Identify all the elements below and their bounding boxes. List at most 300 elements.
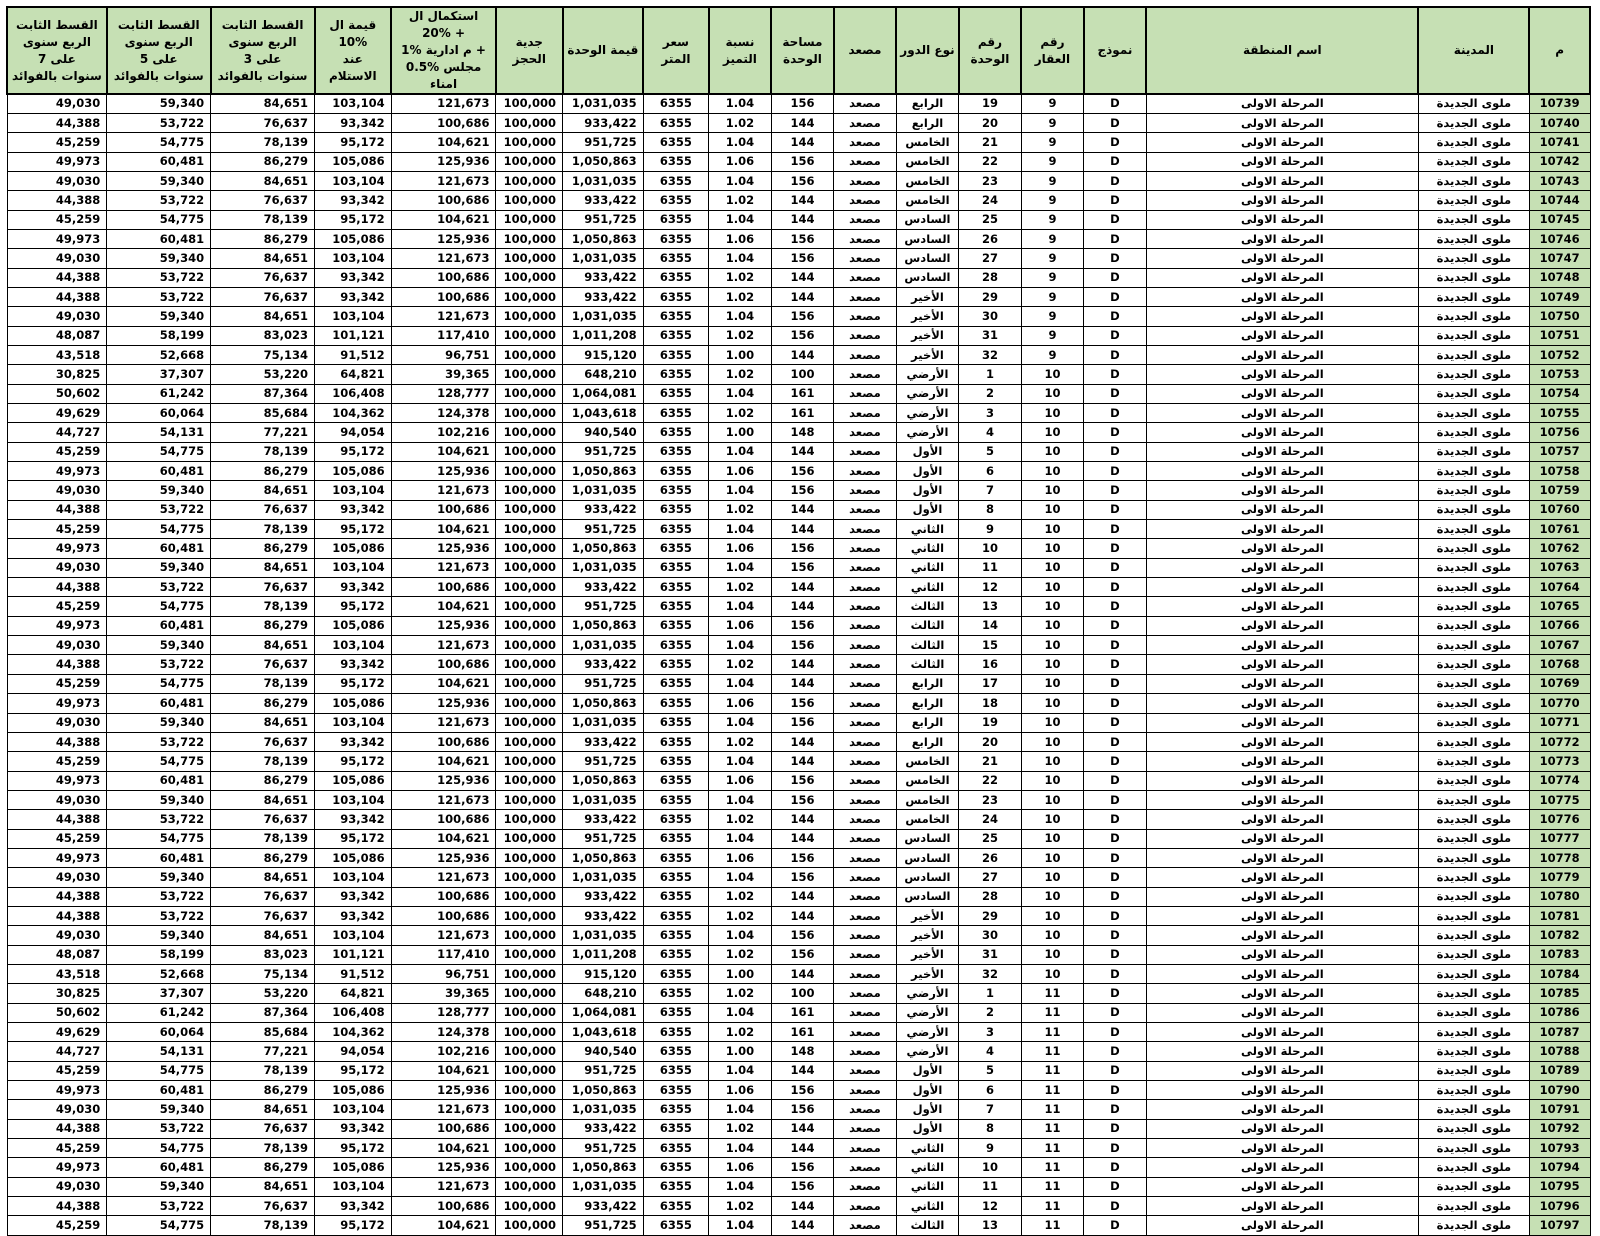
- cell-distinction-ratio: 1.04: [709, 171, 772, 190]
- cell-unit-area: 156: [771, 462, 834, 481]
- cell-q7-installment: 44,388: [7, 287, 107, 306]
- cell-building-number: 11: [1021, 1158, 1084, 1177]
- table-row: [7, 210, 1590, 229]
- cell-floor-type: الأول: [896, 462, 959, 481]
- cell-completion-twenty-percent: 100,686: [391, 287, 496, 306]
- cell-model: D: [1084, 1023, 1147, 1042]
- cell-unit-number: 26: [959, 848, 1022, 867]
- cell-q5-installment: 53,722: [107, 810, 211, 829]
- cell-ten-percent-on-delivery: 105,086: [315, 616, 392, 635]
- cell-q3-installment: 86,279: [211, 694, 315, 713]
- price-sheet: [6, 6, 1591, 1236]
- cell-unit-area: 144: [771, 655, 834, 674]
- cell-ten-percent-on-delivery: 105,086: [315, 539, 392, 558]
- cell-serial: 10754: [1529, 384, 1590, 403]
- cell-unit-price: 1,050,863: [563, 771, 644, 790]
- cell-serial: 10762: [1529, 539, 1590, 558]
- cell-model: D: [1084, 520, 1147, 539]
- cell-elevator: مصعد: [834, 984, 897, 1003]
- cell-ten-percent-on-delivery: 93,342: [315, 1197, 392, 1216]
- cell-ten-percent-on-delivery: 93,342: [315, 732, 392, 751]
- cell-q7-installment: 49,030: [7, 790, 107, 809]
- cell-ten-percent-on-delivery: 95,172: [315, 1216, 392, 1235]
- table-row: [7, 674, 1590, 693]
- cell-model: D: [1084, 171, 1147, 190]
- cell-area-name: المرحلة الاولى: [1146, 1003, 1418, 1022]
- cell-area-name: المرحلة الاولى: [1146, 964, 1418, 983]
- cell-building-number: 10: [1021, 945, 1084, 964]
- cell-elevator: مصعد: [834, 1003, 897, 1022]
- cell-building-number: 10: [1021, 848, 1084, 867]
- cell-meter-price: 6355: [643, 133, 709, 152]
- cell-completion-twenty-percent: 100,686: [391, 268, 496, 287]
- cell-meter-price: 6355: [643, 249, 709, 268]
- cell-serial: 10788: [1529, 1042, 1590, 1061]
- cell-building-number: 9: [1021, 287, 1084, 306]
- cell-floor-type: الأرضي: [896, 384, 959, 403]
- cell-model: D: [1084, 578, 1147, 597]
- cell-city: ملوى الجديدة: [1418, 636, 1529, 655]
- cell-distinction-ratio: 1.02: [709, 287, 772, 306]
- cell-distinction-ratio: 1.04: [709, 674, 772, 693]
- cell-meter-price: 6355: [643, 984, 709, 1003]
- cell-floor-type: الأول: [896, 500, 959, 519]
- cell-building-number: 10: [1021, 481, 1084, 500]
- cell-completion-twenty-percent: 121,673: [391, 171, 496, 190]
- cell-q7-installment: 44,388: [7, 810, 107, 829]
- cell-booking-deposit: 100,000: [496, 94, 563, 113]
- cell-floor-type: الخامس: [896, 752, 959, 771]
- cell-ten-percent-on-delivery: 95,172: [315, 1061, 392, 1080]
- table-row: [7, 926, 1590, 945]
- cell-area-name: المرحلة الاولى: [1146, 558, 1418, 577]
- cell-area-name: المرحلة الاولى: [1146, 94, 1418, 113]
- cell-booking-deposit: 100,000: [496, 674, 563, 693]
- cell-q5-installment: 54,775: [107, 133, 211, 152]
- cell-elevator: مصعد: [834, 829, 897, 848]
- cell-model: D: [1084, 268, 1147, 287]
- cell-unit-area: 144: [771, 964, 834, 983]
- table-row: [7, 906, 1590, 925]
- cell-distinction-ratio: 1.04: [709, 384, 772, 403]
- cell-elevator: مصعد: [834, 694, 897, 713]
- cell-q3-installment: 84,651: [211, 636, 315, 655]
- cell-distinction-ratio: 1.02: [709, 1023, 772, 1042]
- cell-booking-deposit: 100,000: [496, 752, 563, 771]
- cell-q5-installment: 59,340: [107, 1177, 211, 1196]
- cell-booking-deposit: 100,000: [496, 887, 563, 906]
- cell-q7-installment: 44,388: [7, 500, 107, 519]
- cell-unit-price: 648,210: [563, 365, 644, 384]
- cell-unit-price: 1,031,035: [563, 307, 644, 326]
- cell-unit-number: 20: [959, 732, 1022, 751]
- cell-booking-deposit: 100,000: [496, 1216, 563, 1235]
- cell-elevator: مصعد: [834, 1042, 897, 1061]
- cell-elevator: مصعد: [834, 597, 897, 616]
- cell-area-name: المرحلة الاولى: [1146, 578, 1418, 597]
- cell-q3-installment: 86,279: [211, 229, 315, 248]
- cell-unit-price: 951,725: [563, 520, 644, 539]
- header-floor-type: نوع الدور: [896, 7, 959, 94]
- cell-model: D: [1084, 210, 1147, 229]
- cell-booking-deposit: 100,000: [496, 829, 563, 848]
- cell-meter-price: 6355: [643, 1023, 709, 1042]
- cell-building-number: 9: [1021, 94, 1084, 113]
- cell-booking-deposit: 100,000: [496, 578, 563, 597]
- cell-city: ملوى الجديدة: [1418, 674, 1529, 693]
- cell-city: ملوى الجديدة: [1418, 771, 1529, 790]
- table-row: [7, 365, 1590, 384]
- cell-completion-twenty-percent: 121,673: [391, 558, 496, 577]
- cell-model: D: [1084, 326, 1147, 345]
- cell-distinction-ratio: 1.02: [709, 984, 772, 1003]
- cell-building-number: 11: [1021, 984, 1084, 1003]
- cell-area-name: المرحلة الاولى: [1146, 423, 1418, 442]
- cell-ten-percent-on-delivery: 103,104: [315, 790, 392, 809]
- cell-distinction-ratio: 1.04: [709, 1216, 772, 1235]
- cell-area-name: المرحلة الاولى: [1146, 1216, 1418, 1235]
- cell-distinction-ratio: 1.02: [709, 326, 772, 345]
- cell-meter-price: 6355: [643, 848, 709, 867]
- table-row: [7, 307, 1590, 326]
- cell-meter-price: 6355: [643, 113, 709, 132]
- cell-unit-price: 915,120: [563, 964, 644, 983]
- cell-unit-area: 144: [771, 887, 834, 906]
- cell-building-number: 11: [1021, 1061, 1084, 1080]
- cell-distinction-ratio: 1.04: [709, 307, 772, 326]
- cell-unit-price: 933,422: [563, 1197, 644, 1216]
- cell-ten-percent-on-delivery: 103,104: [315, 926, 392, 945]
- cell-floor-type: الرابع: [896, 732, 959, 751]
- cell-completion-twenty-percent: 104,621: [391, 829, 496, 848]
- cell-building-number: 10: [1021, 500, 1084, 519]
- cell-meter-price: 6355: [643, 229, 709, 248]
- cell-elevator: مصعد: [834, 442, 897, 461]
- cell-serial: 10753: [1529, 365, 1590, 384]
- cell-floor-type: الأول: [896, 1100, 959, 1119]
- cell-area-name: المرحلة الاولى: [1146, 636, 1418, 655]
- cell-q3-installment: 78,139: [211, 520, 315, 539]
- cell-q7-installment: 45,259: [7, 597, 107, 616]
- cell-area-name: المرحلة الاولى: [1146, 752, 1418, 771]
- cell-distinction-ratio: 1.02: [709, 404, 772, 423]
- cell-unit-price: 1,043,618: [563, 1023, 644, 1042]
- cell-booking-deposit: 100,000: [496, 249, 563, 268]
- cell-q3-installment: 78,139: [211, 752, 315, 771]
- cell-unit-number: 1: [959, 365, 1022, 384]
- cell-distinction-ratio: 1.04: [709, 1100, 772, 1119]
- cell-q5-installment: 59,340: [107, 1100, 211, 1119]
- cell-city: ملوى الجديدة: [1418, 945, 1529, 964]
- cell-elevator: مصعد: [834, 210, 897, 229]
- cell-model: D: [1084, 113, 1147, 132]
- cell-unit-area: 144: [771, 752, 834, 771]
- cell-city: ملوى الجديدة: [1418, 694, 1529, 713]
- cell-completion-twenty-percent: 125,936: [391, 616, 496, 635]
- table-row: [7, 771, 1590, 790]
- cell-city: ملوى الجديدة: [1418, 539, 1529, 558]
- cell-floor-type: الرابع: [896, 674, 959, 693]
- cell-q5-installment: 53,722: [107, 191, 211, 210]
- cell-city: ملوى الجديدة: [1418, 1177, 1529, 1196]
- cell-serial: 10779: [1529, 868, 1590, 887]
- cell-q3-installment: 78,139: [211, 210, 315, 229]
- cell-q3-installment: 76,637: [211, 906, 315, 925]
- cell-serial: 10758: [1529, 462, 1590, 481]
- cell-unit-price: 933,422: [563, 191, 644, 210]
- table-row: [7, 964, 1590, 983]
- cell-model: D: [1084, 1139, 1147, 1158]
- cell-serial: 10769: [1529, 674, 1590, 693]
- cell-elevator: مصعد: [834, 558, 897, 577]
- cell-q3-installment: 84,651: [211, 558, 315, 577]
- cell-q3-installment: 78,139: [211, 1139, 315, 1158]
- cell-floor-type: السادس: [896, 887, 959, 906]
- cell-q7-installment: 49,973: [7, 462, 107, 481]
- cell-distinction-ratio: 1.04: [709, 713, 772, 732]
- cell-floor-type: الأخير: [896, 945, 959, 964]
- cell-elevator: مصعد: [834, 152, 897, 171]
- cell-ten-percent-on-delivery: 105,086: [315, 1081, 392, 1100]
- cell-unit-area: 156: [771, 539, 834, 558]
- cell-floor-type: الرابع: [896, 694, 959, 713]
- cell-meter-price: 6355: [643, 384, 709, 403]
- cell-q3-installment: 86,279: [211, 539, 315, 558]
- cell-ten-percent-on-delivery: 64,821: [315, 984, 392, 1003]
- cell-model: D: [1084, 906, 1147, 925]
- cell-city: ملوى الجديدة: [1418, 868, 1529, 887]
- header-distinction-ratio: نسبة التميز: [709, 7, 772, 94]
- cell-meter-price: 6355: [643, 868, 709, 887]
- cell-meter-price: 6355: [643, 307, 709, 326]
- cell-city: ملوى الجديدة: [1418, 94, 1529, 113]
- cell-model: D: [1084, 771, 1147, 790]
- cell-area-name: المرحلة الاولى: [1146, 1139, 1418, 1158]
- cell-model: D: [1084, 597, 1147, 616]
- cell-unit-price: 1,031,035: [563, 1100, 644, 1119]
- cell-unit-number: 12: [959, 578, 1022, 597]
- cell-unit-price: 1,050,863: [563, 848, 644, 867]
- cell-unit-area: 144: [771, 210, 834, 229]
- cell-elevator: مصعد: [834, 384, 897, 403]
- cell-booking-deposit: 100,000: [496, 694, 563, 713]
- cell-booking-deposit: 100,000: [496, 713, 563, 732]
- cell-distinction-ratio: 1.00: [709, 964, 772, 983]
- header-row: [7, 7, 1590, 94]
- cell-floor-type: الثاني: [896, 1158, 959, 1177]
- header-booking-deposit: جدية الحجز: [496, 7, 563, 94]
- cell-area-name: المرحلة الاولى: [1146, 1197, 1418, 1216]
- cell-q7-installment: 50,602: [7, 1003, 107, 1022]
- cell-unit-price: 951,725: [563, 597, 644, 616]
- cell-q5-installment: 53,722: [107, 578, 211, 597]
- cell-unit-area: 156: [771, 94, 834, 113]
- cell-unit-price: 1,050,863: [563, 1158, 644, 1177]
- cell-area-name: المرحلة الاولى: [1146, 674, 1418, 693]
- cell-q3-installment: 84,651: [211, 926, 315, 945]
- cell-q3-installment: 84,651: [211, 307, 315, 326]
- cell-unit-area: 156: [771, 1158, 834, 1177]
- cell-unit-area: 144: [771, 520, 834, 539]
- cell-q3-installment: 76,637: [211, 500, 315, 519]
- cell-unit-area: 156: [771, 1081, 834, 1100]
- table-row: [7, 984, 1590, 1003]
- cell-building-number: 10: [1021, 365, 1084, 384]
- table-row: [7, 500, 1590, 519]
- cell-ten-percent-on-delivery: 91,512: [315, 345, 392, 364]
- cell-booking-deposit: 100,000: [496, 926, 563, 945]
- table-row: [7, 268, 1590, 287]
- cell-unit-price: 1,050,863: [563, 462, 644, 481]
- cell-building-number: 10: [1021, 539, 1084, 558]
- cell-unit-area: 144: [771, 1119, 834, 1138]
- cell-floor-type: الأرضي: [896, 1042, 959, 1061]
- cell-building-number: 9: [1021, 345, 1084, 364]
- cell-unit-number: 19: [959, 713, 1022, 732]
- cell-area-name: المرحلة الاولى: [1146, 1081, 1418, 1100]
- cell-model: D: [1084, 1100, 1147, 1119]
- cell-unit-price: 1,031,035: [563, 249, 644, 268]
- cell-city: ملوى الجديدة: [1418, 1139, 1529, 1158]
- cell-floor-type: الخامس: [896, 790, 959, 809]
- cell-elevator: مصعد: [834, 887, 897, 906]
- cell-booking-deposit: 100,000: [496, 732, 563, 751]
- cell-completion-twenty-percent: 100,686: [391, 1119, 496, 1138]
- cell-serial: 10778: [1529, 848, 1590, 867]
- cell-completion-twenty-percent: 125,936: [391, 229, 496, 248]
- cell-city: ملوى الجديدة: [1418, 171, 1529, 190]
- cell-distinction-ratio: 1.00: [709, 1042, 772, 1061]
- cell-q3-installment: 84,651: [211, 249, 315, 268]
- cell-meter-price: 6355: [643, 404, 709, 423]
- cell-q5-installment: 60,481: [107, 1081, 211, 1100]
- cell-unit-area: 156: [771, 1100, 834, 1119]
- table-row: [7, 462, 1590, 481]
- cell-q7-installment: 49,973: [7, 771, 107, 790]
- cell-distinction-ratio: 1.00: [709, 423, 772, 442]
- cell-area-name: المرحلة الاولى: [1146, 1061, 1418, 1080]
- cell-building-number: 11: [1021, 1177, 1084, 1196]
- cell-distinction-ratio: 1.04: [709, 597, 772, 616]
- cell-q7-installment: 44,388: [7, 887, 107, 906]
- cell-booking-deposit: 100,000: [496, 655, 563, 674]
- cell-model: D: [1084, 365, 1147, 384]
- cell-elevator: مصعد: [834, 539, 897, 558]
- cell-meter-price: 6355: [643, 1003, 709, 1022]
- cell-booking-deposit: 100,000: [496, 848, 563, 867]
- cell-distinction-ratio: 1.04: [709, 481, 772, 500]
- cell-area-name: المرحلة الاولى: [1146, 732, 1418, 751]
- cell-distinction-ratio: 1.04: [709, 636, 772, 655]
- cell-model: D: [1084, 500, 1147, 519]
- cell-elevator: مصعد: [834, 326, 897, 345]
- cell-serial: 10780: [1529, 887, 1590, 906]
- cell-unit-area: 144: [771, 1216, 834, 1235]
- cell-serial: 10770: [1529, 694, 1590, 713]
- cell-model: D: [1084, 1177, 1147, 1196]
- cell-building-number: 10: [1021, 423, 1084, 442]
- cell-q3-installment: 77,221: [211, 1042, 315, 1061]
- cell-booking-deposit: 100,000: [496, 307, 563, 326]
- cell-area-name: المرحلة الاولى: [1146, 694, 1418, 713]
- cell-unit-number: 14: [959, 616, 1022, 635]
- cell-city: ملوى الجديدة: [1418, 520, 1529, 539]
- cell-area-name: المرحلة الاولى: [1146, 810, 1418, 829]
- cell-unit-area: 100: [771, 365, 834, 384]
- cell-q7-installment: 49,030: [7, 171, 107, 190]
- table-row: [7, 442, 1590, 461]
- table-row: [7, 1158, 1590, 1177]
- cell-completion-twenty-percent: 117,410: [391, 326, 496, 345]
- cell-model: D: [1084, 94, 1147, 113]
- cell-q3-installment: 86,279: [211, 462, 315, 481]
- cell-meter-price: 6355: [643, 597, 709, 616]
- cell-ten-percent-on-delivery: 93,342: [315, 887, 392, 906]
- cell-q7-installment: 45,259: [7, 1216, 107, 1235]
- cell-ten-percent-on-delivery: 106,408: [315, 1003, 392, 1022]
- cell-area-name: المرحلة الاولى: [1146, 210, 1418, 229]
- cell-serial: 10744: [1529, 191, 1590, 210]
- cell-q5-installment: 53,722: [107, 655, 211, 674]
- cell-serial: 10797: [1529, 1216, 1590, 1235]
- cell-floor-type: الخامس: [896, 171, 959, 190]
- cell-building-number: 9: [1021, 326, 1084, 345]
- cell-unit-number: 30: [959, 307, 1022, 326]
- cell-distinction-ratio: 1.02: [709, 732, 772, 751]
- cell-building-number: 10: [1021, 384, 1084, 403]
- cell-area-name: المرحلة الاولى: [1146, 500, 1418, 519]
- cell-floor-type: الخامس: [896, 771, 959, 790]
- cell-meter-price: 6355: [643, 713, 709, 732]
- cell-ten-percent-on-delivery: 105,086: [315, 152, 392, 171]
- cell-elevator: مصعد: [834, 1119, 897, 1138]
- cell-floor-type: السادس: [896, 848, 959, 867]
- cell-serial: 10772: [1529, 732, 1590, 751]
- cell-city: ملوى الجديدة: [1418, 1081, 1529, 1100]
- cell-booking-deposit: 100,000: [496, 345, 563, 364]
- header-ten-percent-on-delivery: قيمة ال 10% عند الاستلام: [315, 7, 392, 94]
- cell-city: ملوى الجديدة: [1418, 404, 1529, 423]
- cell-building-number: 9: [1021, 249, 1084, 268]
- cell-booking-deposit: 100,000: [496, 539, 563, 558]
- units-table: [6, 6, 1591, 1236]
- cell-meter-price: 6355: [643, 752, 709, 771]
- cell-building-number: 10: [1021, 655, 1084, 674]
- cell-q5-installment: 60,064: [107, 1023, 211, 1042]
- cell-completion-twenty-percent: 124,378: [391, 1023, 496, 1042]
- cell-meter-price: 6355: [643, 210, 709, 229]
- table-row: [7, 848, 1590, 867]
- cell-city: ملوى الجديدة: [1418, 191, 1529, 210]
- cell-unit-price: 1,031,035: [563, 171, 644, 190]
- cell-meter-price: 6355: [643, 1061, 709, 1080]
- cell-serial: 10794: [1529, 1158, 1590, 1177]
- cell-completion-twenty-percent: 104,621: [391, 1061, 496, 1080]
- cell-elevator: مصعد: [834, 810, 897, 829]
- cell-city: ملوى الجديدة: [1418, 829, 1529, 848]
- cell-booking-deposit: 100,000: [496, 171, 563, 190]
- table-row: [7, 1081, 1590, 1100]
- cell-completion-twenty-percent: 96,751: [391, 964, 496, 983]
- cell-serial: 10776: [1529, 810, 1590, 829]
- cell-serial: 10768: [1529, 655, 1590, 674]
- cell-distinction-ratio: 1.04: [709, 868, 772, 887]
- cell-area-name: المرحلة الاولى: [1146, 984, 1418, 1003]
- table-row: [7, 249, 1590, 268]
- cell-model: D: [1084, 384, 1147, 403]
- cell-floor-type: الثاني: [896, 578, 959, 597]
- cell-q7-installment: 50,602: [7, 384, 107, 403]
